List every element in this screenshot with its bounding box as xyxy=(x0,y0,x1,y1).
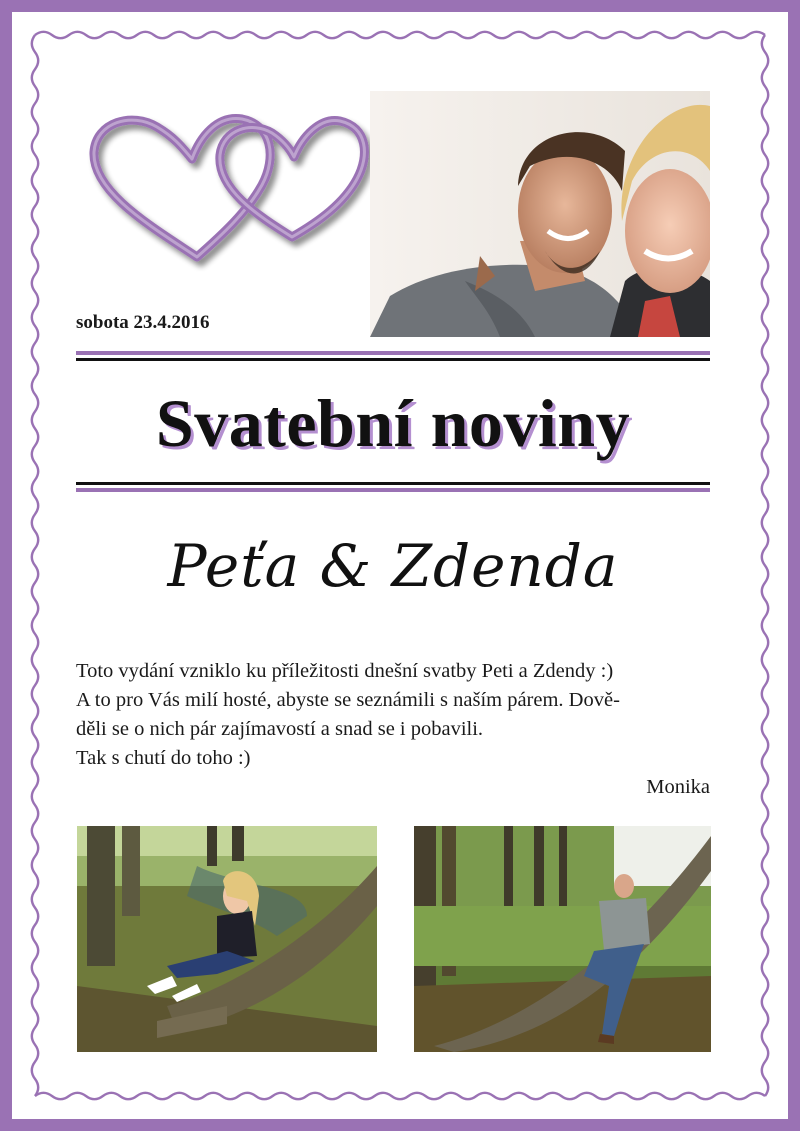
frame-edge xyxy=(35,32,765,38)
intro-line: A to pro Vás milí hosté, abyste se seznámili s naším párem. Dově- xyxy=(76,689,620,711)
double-hearts-icon xyxy=(82,97,382,287)
masthead-title: Svatební noviny xyxy=(155,385,631,461)
issue-date: sobota 23.4.2016 xyxy=(76,312,210,333)
newspaper-page xyxy=(12,12,788,1119)
frame-edge xyxy=(32,35,38,1096)
intro-line: Tak s chutí do toho :) xyxy=(76,747,251,769)
frame-edge xyxy=(35,1093,765,1099)
intro-line: děli se o nich pár zajímavostí a snad se i pobavili. xyxy=(76,718,484,740)
intro-line: Toto vydání vzniklo ku příležitosti dnešní svatby Peti a Zdendy :) xyxy=(76,660,614,682)
signature: Monika xyxy=(646,776,710,798)
frame-edge xyxy=(762,35,768,1096)
bride-photo xyxy=(77,826,377,1052)
couple-photo xyxy=(370,91,710,337)
groom-photo xyxy=(414,826,711,1052)
bottom-divider xyxy=(76,482,710,496)
couple-names: Peťa & Zdenda xyxy=(167,532,619,600)
top-divider xyxy=(76,351,710,365)
intro-text xyxy=(76,657,716,773)
